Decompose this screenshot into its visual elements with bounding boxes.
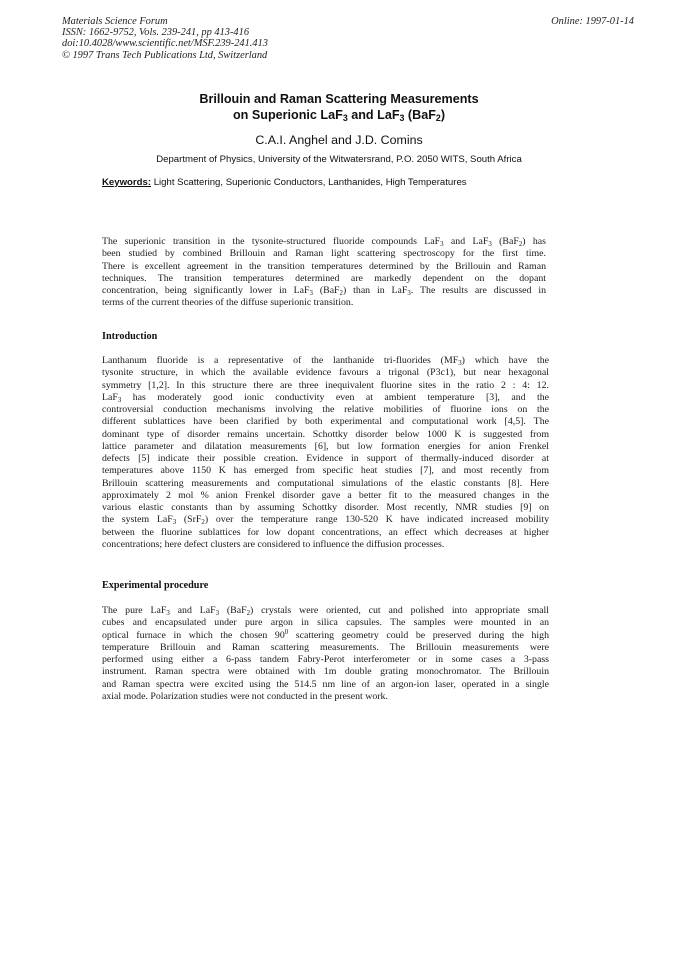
running-header bbox=[62, 16, 268, 61]
text-line: lattice parameter and dilatation measurements [6], but low formation energies for anion Frenkel bbox=[102, 440, 549, 452]
copyright-line: © 1997 Trans Tech Publications Ltd, Switzerland bbox=[62, 49, 268, 61]
issn-line: ISSN: 1662-9752, Vols. 239-241, pp 413-416 bbox=[62, 27, 250, 39]
abstract-line: There is excellent agreement in the transition temperatures determined by the Brillouin and Raman bbox=[102, 260, 546, 272]
keywords-text: Light Scattering, Superionic Conductors, Lanthanides, High Temperatures bbox=[151, 177, 467, 188]
text-line: concentrations; here defect clusters are considered to influence the diffusion processes. bbox=[102, 538, 445, 550]
text-line: the system LaF$_3$ (SrF$_2$) over the temperature range 130-520 K have indicated increased mobility bbox=[102, 514, 550, 527]
abstract-line: techniques. The transition temperatures determined are markedly dependent on the dopant bbox=[102, 272, 546, 284]
text-line: dominant type of disorder remains uncertain. Schottky disorder below 1000 K is suggested from bbox=[102, 428, 549, 440]
affiliation: Department of Physics, University of the Witwatersrand, P.O. 2050 WITS, South Africa bbox=[156, 154, 522, 165]
text-line: cubes and encapsulated under pure argon in silica capsules. The samples were mounted in an bbox=[102, 617, 549, 629]
text-line: performed using either a 6-pass tandem Fabry-Perot interferometer or in some cases a 3-pass bbox=[102, 654, 549, 665]
keywords-label: Keywords: bbox=[102, 177, 152, 188]
section-heading-experimental: Experimental procedure bbox=[102, 580, 209, 591]
text-line: instrument. Raman spectra were obtained with 1m double grating monochromator. The Brillouin bbox=[102, 666, 549, 678]
abstract bbox=[102, 236, 546, 310]
text-line: tysonite structure, in which the available evidence favours a trigonal (P3c1), but near hexagonal bbox=[102, 367, 549, 379]
text-line: optical furnace in which the chosen $90^0$ scattering geometry could be preserved during the high bbox=[102, 628, 549, 641]
text-line: different sublattices have been clarified by both experimental and computational work [4,5]. The bbox=[102, 416, 549, 428]
authors: C.A.I. Anghel and J.D. Comins bbox=[255, 133, 423, 147]
abstract-line: concentration, being significantly lower in LaF$_3$ (BaF$_2$) than in LaF$_3$. The results are discussed in bbox=[102, 285, 547, 297]
text-line: The pure LaF$_3$ and LaF$_3$ (BaF$_2$) crystals were oriented, cut and polished into appropriate small bbox=[102, 605, 549, 617]
text-line: Lanthanum fluoride is a representative of the lanthanide tri-fluorides $(MF_3)$ which have the bbox=[102, 355, 550, 367]
section-heading-introduction: Introduction bbox=[102, 331, 158, 342]
text-line: axial mode. Polarization studies were not conducted in the present work. bbox=[102, 690, 388, 702]
text-line: approximately 2 mol % anion Frenkel disorder gave a better fit to the measured changes in the bbox=[102, 489, 549, 501]
journal-name: Materials Science Forum bbox=[62, 16, 168, 27]
experimental-body bbox=[102, 605, 549, 703]
keywords bbox=[102, 177, 467, 188]
text-line: and Raman spectra were excited using the 514.5 nm line of an argon-ion laser, operated in a single bbox=[102, 678, 549, 690]
title-line-2: on Superionic LaF$_3$ and LaF$_3$ (BaF$_2$) bbox=[232, 107, 446, 123]
abstract-line: terms of the current theories of the diffuse superionic transition. bbox=[102, 297, 354, 309]
abstract-line: The superionic transition in the tysonite-structured fluoride compounds LaF$_3$ and LaF$_3$ (BaF$_2$) has bbox=[102, 236, 546, 248]
text-line: temperature Brillouin and Raman scattering measurements. The Brillouin measurements were bbox=[102, 641, 549, 653]
title-line-1: Brillouin and Raman Scattering Measurements bbox=[199, 92, 479, 106]
text-line: controversial conduction mechanisms involving the relative mobilities of fluorine ions on the bbox=[102, 404, 549, 415]
text-line: defects [5] indicate their possible creation. Evidence in support of thermally-induced disorder at bbox=[102, 453, 549, 464]
introduction-body bbox=[102, 355, 549, 551]
text-line: Brillouin scattering measurements and computational simulations of the elastic constants [8]. Here bbox=[102, 477, 549, 489]
doi-line: doi:10.4028/www.scientific.net/MSF.239-241.413 bbox=[62, 38, 268, 50]
text-line: various elastic constants than by assuming Schottky disorder. Most recently, NMR studies [9] on bbox=[102, 502, 549, 513]
abstract-line: been studied by combined Brillouin and Raman light scattering spectroscopy for the first time. bbox=[102, 248, 546, 260]
online-date: Online: 1997-01-14 bbox=[551, 16, 634, 27]
text-line: symmetry [1,2]. In this structure there are three inequivalent fluorine sites in the ratio 2 : 4: 12. bbox=[102, 379, 549, 391]
paper-title bbox=[0, 92, 678, 123]
text-line: LaF$_3$ has moderately good ionic conductivity even at ambient temperature [3], and the bbox=[102, 391, 549, 404]
text-line: between the fluorine sublattices for low dopant concentrations, an effect which decreases at higher bbox=[102, 526, 549, 538]
text-line: temperatures above 1150 K has emerged from specific heat studies [7], and most recently from bbox=[102, 465, 549, 477]
